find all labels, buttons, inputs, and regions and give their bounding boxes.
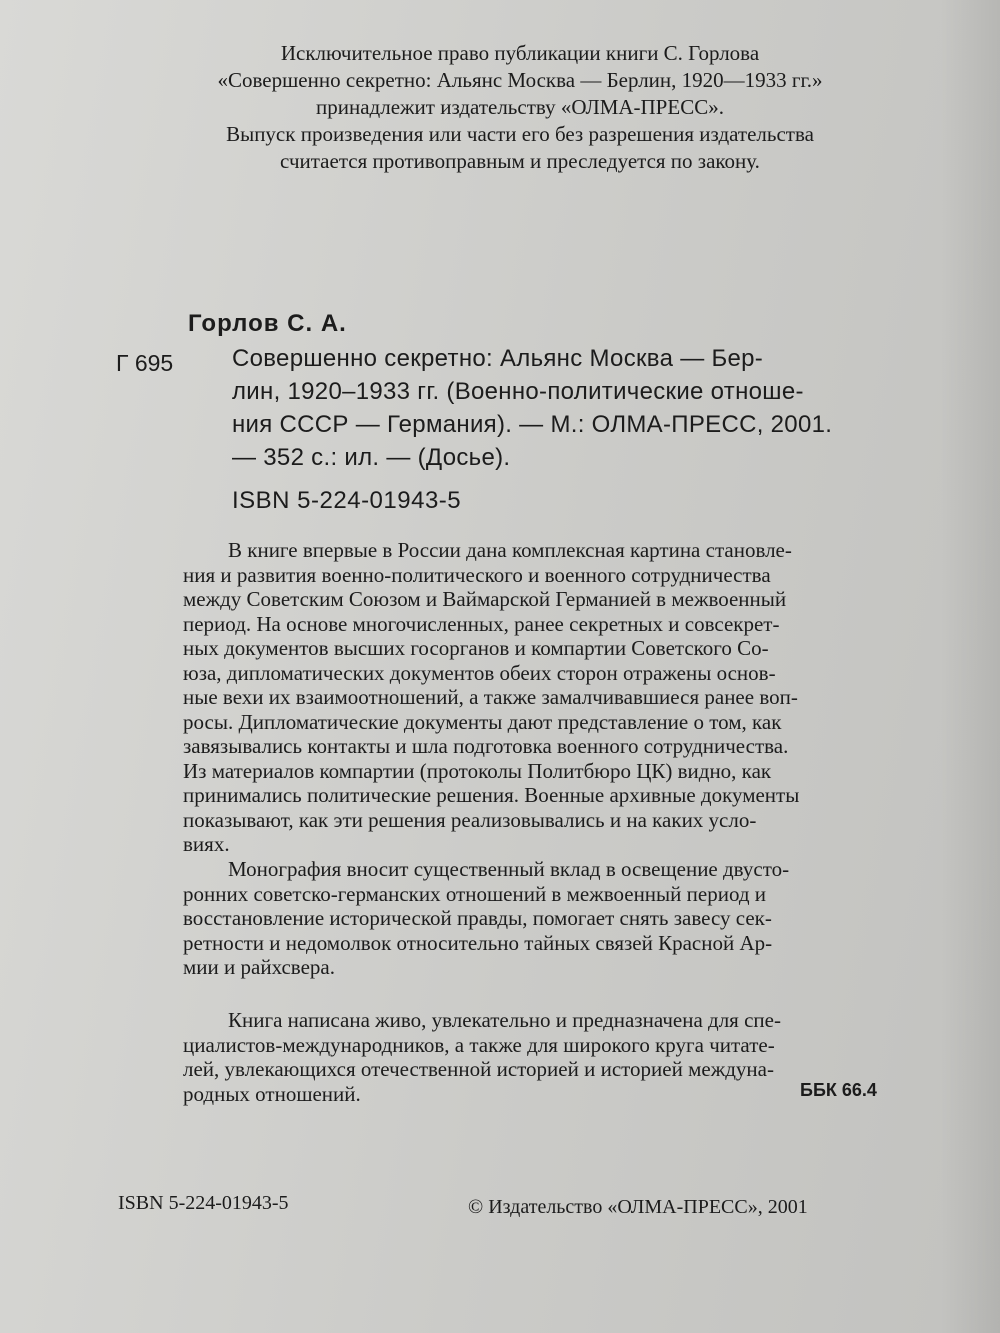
copyright-notice <box>140 40 900 175</box>
abstract-line: ные вехи их взаимоотношений, а также замалчивавшиеся ранее воп- <box>183 685 798 709</box>
bibliographic-description <box>232 342 912 474</box>
abstract-paragraph-2 <box>183 857 923 980</box>
notice-line: принадлежит издательству «ОЛМА-ПРЕСС». <box>316 95 724 119</box>
abstract-line: юза, дипломатических документов обеих сторон отражены основ- <box>183 660 776 685</box>
page-edge-shadow <box>940 0 1000 1333</box>
author-heading: Горлов С. А. <box>188 310 347 337</box>
abstract-line: лей, увлекающихся отечественной историей и историей междуна- <box>183 1057 774 1081</box>
abstract-line: принимались политические решения. Военные архивные документы <box>183 783 800 807</box>
notice-line: Выпуск произведения или части его без разрешения издательства <box>226 122 814 146</box>
abstract-line: циалистов-международников, а также для широкого круга читате- <box>183 1032 775 1057</box>
abstract-line: показывают, как эти решения реализовывались и на каких усло- <box>183 807 757 832</box>
publisher-copyright: © Издательство «ОЛМА-ПРЕСС», 2001 <box>468 1196 808 1218</box>
bib-line: — 352 с.: ил. — (Досье). <box>232 444 511 471</box>
abstract-line: росы. Дипломатические документы дают представление о том, как <box>183 709 782 734</box>
abstract-line: Из материалов компартии (протоколы Политбюро ЦК) видно, как <box>183 758 772 783</box>
author-index-code: Г 695 <box>116 350 174 376</box>
notice-line: Исключительное право публикации книги С. Горлова <box>280 41 760 65</box>
abstract-line: Книга написана живо, увлекательно и предназначена для спе- <box>228 1008 781 1032</box>
abstract-line: виях. <box>183 832 230 856</box>
notice-line: «Совершенно секретно: Альянс Москва — Берлин, 1920—1933 гг.» <box>217 68 823 92</box>
abstract-line: ных документов высших госорганов и компартии Советского Со- <box>183 636 769 660</box>
abstract-line: Монография вносит существенный вклад в освещение двусто- <box>228 857 790 881</box>
abstract-line: между Советским Союзом и Ваймарской Германией в межвоенный <box>183 587 787 611</box>
abstract-line: ретности и недомолвок относительно тайных связей Красной Ар- <box>183 930 773 955</box>
bib-line: лин, 1920–1933 гг. (Военно-политические отноше- <box>232 378 804 405</box>
notice-line: считается противоправным и преследуется по закону. <box>280 149 760 173</box>
bib-line: ния СССР — Германия). — М.: ОЛМА-ПРЕСС, 2001. <box>232 411 833 438</box>
abstract-line: период. На основе многочисленных, ранее секретных и совсекрет- <box>183 611 780 636</box>
footer-isbn: ISBN 5-224-01943-5 <box>118 1192 289 1214</box>
abstract-line: восстановление исторической правды, помогает снять завесу сек- <box>183 906 772 930</box>
catalog-isbn: ISBN 5-224-01943-5 <box>232 487 462 514</box>
abstract-line: родных отношений. <box>183 1081 361 1106</box>
bbk-classification: ББК 66.4 <box>800 1080 877 1100</box>
abstract-line: завязывались контакты и шла подготовка военного сотрудничества. <box>183 734 789 758</box>
abstract-line: ронних советско-германских отношений в межвоенный период и <box>183 881 767 906</box>
abstract-line: В книге впервые в России дана комплексная картина становле- <box>228 538 792 562</box>
abstract-line: ния и развития военно-политического и военного сотрудничества <box>183 562 771 587</box>
abstract-paragraph-1 <box>183 538 923 857</box>
abstract-line: мии и райхсвера. <box>183 955 335 979</box>
bib-line: Совершенно секретно: Альянс Москва — Бер- <box>232 345 764 372</box>
